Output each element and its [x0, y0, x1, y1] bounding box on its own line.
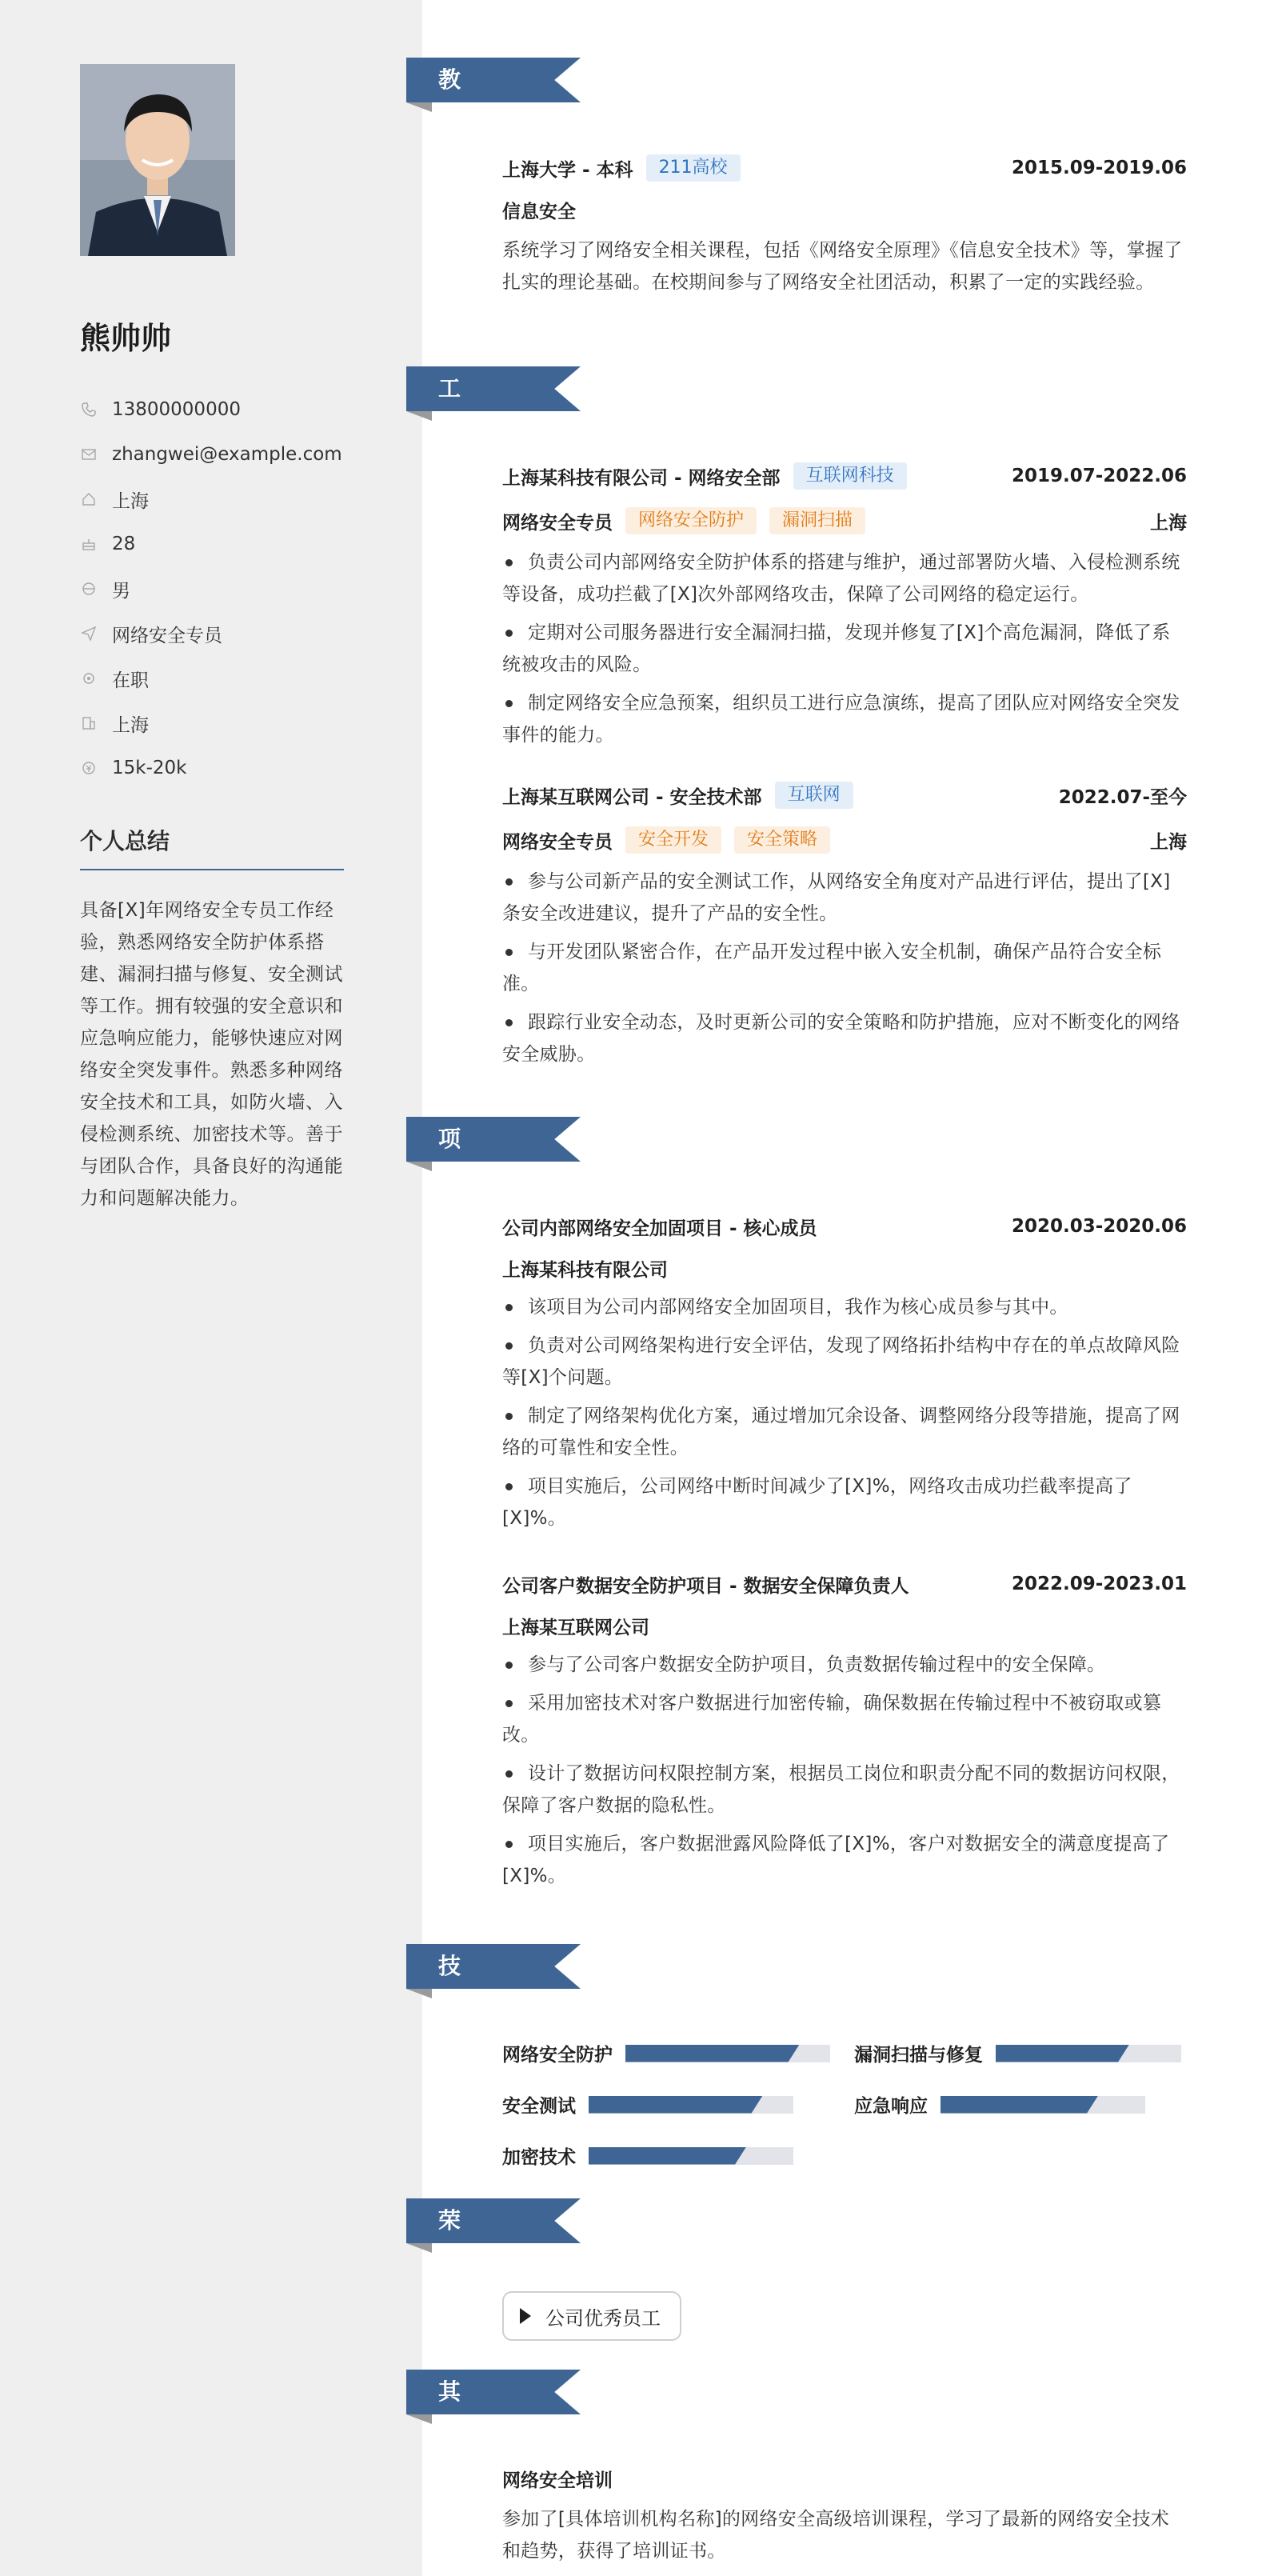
info-gender [80, 566, 344, 611]
other-entry [502, 2466, 1187, 2567]
skill-fill [996, 2045, 1129, 2062]
school-name: 上海大学 - 本科 [502, 159, 633, 181]
info-residence [80, 477, 344, 522]
contact-info-list [80, 387, 344, 790]
skill-fill [589, 2147, 746, 2165]
list-item: 项目实施后，公司网络中断时间减少了[X]%，网络攻击成功拦截率提高了[X]%。 [502, 1470, 1187, 1534]
email-text: zhangwei@example.com [112, 444, 342, 465]
section-title-work: 工作经历 [438, 375, 461, 536]
work-location: 上海 [1150, 512, 1187, 534]
section-title-education: 教育经历 [438, 66, 461, 227]
project-entry [502, 1568, 1187, 1898]
status-icon [80, 670, 98, 687]
award-badge [502, 2291, 681, 2341]
skill-item [502, 2091, 793, 2118]
school-tag: 211高校 [646, 154, 741, 182]
list-item: 负责公司内部网络安全防护体系的搭建与维护，通过部署防火墙、入侵检测系统等设备，成功拦截了[X]次外部网络攻击，保障了公司网络的稳定运行。 [502, 546, 1187, 610]
project-date: 2020.03-2020.06 [1011, 1216, 1187, 1237]
skill-label: 加密技术 [502, 2147, 576, 2168]
skill-item [502, 2040, 830, 2066]
skill-bar [625, 2045, 830, 2062]
project-bullets [502, 1649, 1187, 1892]
work-industry-tag: 互联网 [775, 782, 853, 809]
education-entry [502, 152, 1187, 298]
project-date: 2022.09-2023.01 [1011, 1574, 1187, 1594]
work-date: 2022.07-至今 [1058, 786, 1187, 808]
list-item: 该项目为公司内部网络安全加固项目，我作为核心成员参与其中。 [502, 1291, 1187, 1323]
sidebar [0, 0, 422, 2576]
gender-text: 男 [112, 580, 130, 602]
award-text: 公司优秀员工 [545, 2306, 661, 2330]
list-item: 定期对公司服务器进行安全漏洞扫描，发现并修复了[X]个高危漏洞，降低了系统被攻击的风险。 [502, 617, 1187, 681]
skill-fill [589, 2096, 763, 2114]
list-item: 制定网络安全应急预案，组织员工进行应急演练，提高了团队应对网络安全突发事件的能力。 [502, 687, 1187, 751]
major: 信息安全 [502, 202, 576, 222]
skill-bar [589, 2096, 793, 2114]
list-item: 设计了数据访问权限控制方案，根据员工岗位和职责分配不同的数据访问权限，保障了客户数据的隐私性。 [502, 1758, 1187, 1822]
list-item: 与开发团队紧密合作，在产品开发过程中嵌入安全机制，确保产品符合安全标准。 [502, 936, 1187, 1000]
section-title-skills: 技能专长 [438, 1953, 461, 2114]
skill-item [502, 2142, 793, 2169]
info-email [80, 432, 344, 477]
project-company: 上海某科技有限公司 [502, 1260, 668, 1281]
info-status [80, 656, 344, 701]
summary-text: 具备[X]年网络安全专员工作经验，熟悉网络安全防护体系搭建、漏洞扫描与修复、安全测试等工作。拥有较强的安全意识和应急响应能力，能够快速应对网络安全突发事件。熟悉多种网络安全技术和工具，如防火墙、入侵检测系统、加密技术等。善于与团队合作，具备良好的沟通能力和问题解决能力。 [80, 900, 343, 1209]
section-title-honors: 荣誉奖项 [438, 2207, 461, 2368]
position-text: 网络安全专员 [112, 625, 222, 646]
skill-label: 安全测试 [502, 2096, 576, 2117]
work-skill-tag: 网络安全防护 [625, 507, 757, 534]
age-text: 28 [112, 534, 136, 554]
info-position [80, 611, 344, 656]
work-skill-tag: 安全策略 [734, 826, 830, 854]
work-skill-tag: 漏洞扫描 [769, 507, 865, 534]
project-company: 上海某互联网公司 [502, 1618, 649, 1638]
city-text: 上海 [112, 714, 149, 736]
phone-icon [80, 401, 98, 418]
work-role: 网络安全专员 [502, 512, 613, 534]
play-icon [520, 2308, 531, 2324]
work-bullets [502, 866, 1187, 1070]
skill-bar [996, 2045, 1181, 2062]
work-skill-tag: 安全开发 [625, 826, 721, 854]
salary-text: 15k-20k [112, 758, 187, 778]
info-phone [80, 387, 344, 432]
candidate-name: 熊帅帅 [80, 321, 172, 356]
list-item: 制定了网络架构优化方案，通过增加冗余设备、调整网络分段等措施，提高了网络的可靠性和安全性。 [502, 1400, 1187, 1464]
section-title-projects: 项目经历 [438, 1126, 461, 1286]
home-icon [80, 490, 98, 508]
cake-icon [80, 535, 98, 553]
portrait-image [80, 64, 235, 256]
work-bullets [502, 546, 1187, 751]
list-item: 参与公司新产品的安全测试工作，从网络安全角度对产品进行评估，提出了[X]条安全改进建议，提升了产品的安全性。 [502, 866, 1187, 930]
info-city [80, 701, 344, 746]
summary-divider [80, 869, 344, 870]
phone-text: 13800000000 [112, 399, 241, 420]
send-icon [80, 625, 98, 642]
skill-item [854, 2091, 1145, 2118]
building-icon [80, 714, 98, 732]
skill-bar [589, 2147, 793, 2165]
info-age [80, 522, 344, 566]
project-name: 公司客户数据安全防护项目 - 数据安全保障负责人 [502, 1575, 909, 1597]
info-salary [80, 746, 344, 790]
skill-bar [941, 2096, 1145, 2114]
other-title: 网络安全培训 [502, 2470, 613, 2491]
skill-fill [625, 2045, 800, 2062]
mail-icon [80, 446, 98, 463]
status-text: 在职 [112, 670, 149, 691]
project-entry [502, 1210, 1187, 1541]
summary-title: 个人总结 [80, 828, 170, 854]
work-company: 上海某科技有限公司 - 网络安全部 [502, 467, 781, 489]
education-desc: 系统学习了网络安全相关课程，包括《网络安全原理》《信息安全技术》等，掌握了扎实的理论基础。在校期间参与了网络安全社团活动，积累了一定的实践经验。 [502, 240, 1183, 293]
work-location: 上海 [1150, 831, 1187, 853]
list-item: 项目实施后，客户数据泄露风险降低了[X]%，客户对数据安全的满意度提高了[X]%。 [502, 1828, 1187, 1892]
skill-label: 网络安全防护 [502, 2045, 613, 2066]
project-bullets [502, 1291, 1187, 1534]
work-company: 上海某互联网公司 - 安全技术部 [502, 786, 762, 808]
work-entry [502, 779, 1187, 1077]
skill-label: 漏洞扫描与修复 [854, 2045, 983, 2066]
list-item: 负责对公司网络架构进行安全评估，发现了网络拓扑结构中存在的单点故障风险等[X]个问题。 [502, 1330, 1187, 1394]
project-name: 公司内部网络安全加固项目 - 核心成员 [502, 1218, 817, 1239]
work-entry [502, 460, 1187, 758]
work-role: 网络安全专员 [502, 831, 613, 853]
work-industry-tag: 互联网科技 [793, 462, 907, 490]
gender-icon [80, 580, 98, 598]
skill-item [854, 2040, 1181, 2066]
salary-icon [80, 759, 98, 777]
skill-fill [941, 2096, 1098, 2114]
avatar [80, 64, 235, 256]
list-item: 参与了公司客户数据安全防护项目，负责数据传输过程中的安全保障。 [502, 1649, 1187, 1681]
education-date: 2015.09-2019.06 [1011, 158, 1187, 178]
work-date: 2019.07-2022.06 [1011, 466, 1187, 486]
skill-label: 应急响应 [854, 2096, 928, 2117]
list-item: 采用加密技术对客户数据进行加密传输，确保数据在传输过程中不被窃取或篡改。 [502, 1687, 1187, 1751]
list-item: 跟踪行业安全动态，及时更新公司的安全策略和防护措施，应对不断变化的网络安全威胁。 [502, 1006, 1187, 1070]
section-title-other: 其他信息 [438, 2378, 461, 2539]
other-desc: 参加了[具体培训机构名称]的网络安全高级培训课程，学习了最新的网络安全技术和趋势，获得了培训证书。 [502, 2509, 1170, 2562]
residence-text: 上海 [112, 490, 149, 512]
